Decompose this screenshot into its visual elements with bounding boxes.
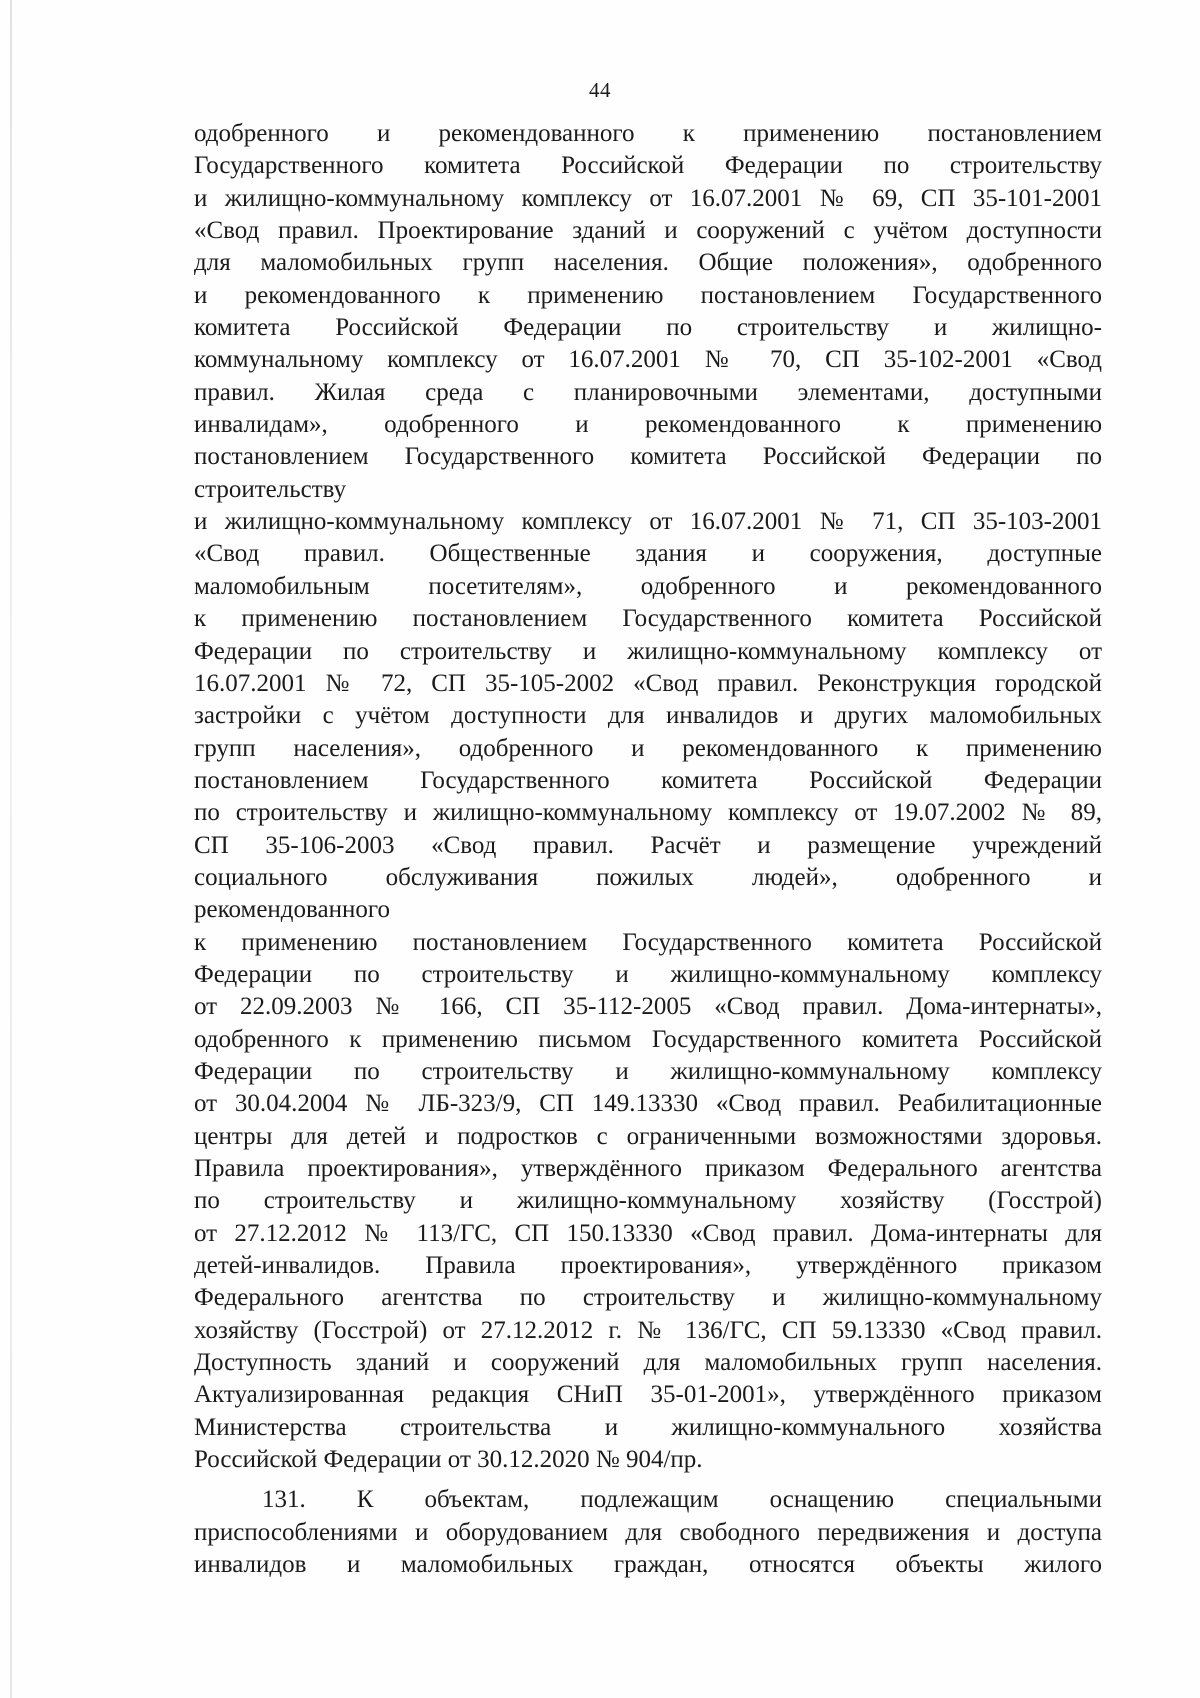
text-line: инвалидов и маломобильных граждан, относятся объекты жилого <box>194 1551 1102 1579</box>
text-line: Доступность зданий и сооружений для маломобильных групп населения. <box>194 1349 1102 1377</box>
text-line: постановлением Государственного комитета Российской Федерации <box>194 766 1102 794</box>
text-line: детей-инвалидов. Правила проектирования», утверждённого приказом <box>194 1252 1102 1280</box>
text-line: инвалидам», одобренного и рекомендованного к применению <box>194 411 1102 439</box>
text-line: от 27.12.2012 № 113/ГС, СП 150.13330 «Свод правил. Дома-интернаты для <box>194 1219 1102 1247</box>
text-line: одобренного и рекомендованного к применению постановлением <box>194 120 1102 147</box>
text-line: застройки с учётом доступности для инвалидов и других маломобильных <box>194 702 1102 730</box>
text-line: правил. Жилая среда с планировочными элементами, доступными <box>194 378 1102 406</box>
text-line: хозяйству (Госстрой) от 27.12.2012 г. № 136/ГС, СП 59.13330 «Свод правил. <box>194 1316 1102 1344</box>
paragraph <box>194 118 1102 1476</box>
text-line: Федерации по строительству и жилищно-коммунальному комплексу <box>194 960 1102 988</box>
paragraph <box>194 1484 1102 1581</box>
text-line: Федерации по строительству и жилищно-коммунальному комплексу от <box>194 637 1102 665</box>
text-line: маломобильным посетителям», одобренного и рекомендованного <box>194 572 1102 600</box>
page-number: 44 <box>589 78 611 102</box>
text-line: центры для детей и подростков с ограниченными возможностями здоровья. <box>194 1122 1102 1150</box>
text-line: приспособлениями и оборудованием для свободного передвижения и доступа <box>194 1518 1102 1546</box>
text-line: социального обслуживания пожилых людей», одобренного и <box>194 863 1102 891</box>
text-line: «Свод правил. Проектирование зданий и сооружений с учётом доступности <box>194 217 1102 245</box>
text-line: к применению постановлением Государственного комитета Российской <box>194 928 1102 956</box>
text-line: Министерства строительства и жилищно-коммунального хозяйства <box>194 1413 1102 1441</box>
text-line: Федерации по строительству и жилищно-коммунальному комплексу <box>194 1057 1102 1085</box>
text-line: рекомендованного <box>194 896 390 924</box>
text-line: комитета Российской Федерации по строительству и жилищно- <box>194 314 1102 342</box>
text-line: Актуализированная редакция СНиП 35-01-2001», утверждённого приказом <box>194 1381 1102 1409</box>
text-line: групп населения», одобренного и рекомендованного к применению <box>194 734 1102 762</box>
text-line: по строительству и жилищно-коммунальному комплексу от 19.07.2002 № 89, <box>194 799 1102 827</box>
text-line: Российской Федерации от 30.12.2020 № 904/пр. <box>194 1446 703 1474</box>
text-line: строительству <box>194 475 347 503</box>
scan-edge-shadow <box>10 0 12 1698</box>
text-line: «Свод правил. Общественные здания и сооружения, доступные <box>194 540 1102 568</box>
text-line: Правила проектирования», утверждённого приказом Федерального агентства <box>194 1155 1102 1182</box>
text-line: от 22.09.2003 № 166, СП 35-112-2005 «Свод правил. Дома-интернаты», <box>194 993 1102 1021</box>
text-line: Федерального агентства по строительству и жилищно-коммунальному <box>194 1284 1102 1312</box>
text-line: 131. К объектам, подлежащим оснащению специальными <box>262 1486 1102 1514</box>
text-line: Государственного комитета Российской Федерации по строительству <box>194 152 1102 180</box>
text-line: СП 35-106-2003 «Свод правил. Расчёт и размещение учреждений <box>194 831 1102 859</box>
text-line: одобренного к применению письмом Государственного комитета Российской <box>194 1025 1102 1053</box>
document-body <box>194 118 1102 1581</box>
text-line: для маломобильных групп населения. Общие положения», одобренного <box>194 249 1102 277</box>
paragraph-spacer <box>194 1476 1102 1484</box>
text-line: от 30.04.2004 № ЛБ-323/9, СП 149.13330 «Свод правил. Реабилитационные <box>194 1090 1102 1118</box>
text-line: 16.07.2001 № 72, СП 35-105-2002 «Свод правил. Реконструкция городской <box>194 669 1102 697</box>
text-line: к применению постановлением Государственного комитета Российской <box>194 605 1102 633</box>
text-line: постановлением Государственного комитета Российской Федерации по <box>194 443 1102 471</box>
text-line: коммунальному комплексу от 16.07.2001 № 70, СП 35-102-2001 «Свод <box>194 346 1102 374</box>
text-line: по строительству и жилищно-коммунальному хозяйству (Госстрой) <box>194 1187 1102 1215</box>
text-line: и жилищно-коммунальному комплексу от 16.07.2001 № 69, СП 35-101-2001 <box>194 184 1102 212</box>
text-line: и жилищно-коммунальному комплексу от 16.07.2001 № 71, СП 35-103-2001 <box>194 508 1102 536</box>
text-line: и рекомендованного к применению постановлением Государственного <box>194 281 1102 309</box>
